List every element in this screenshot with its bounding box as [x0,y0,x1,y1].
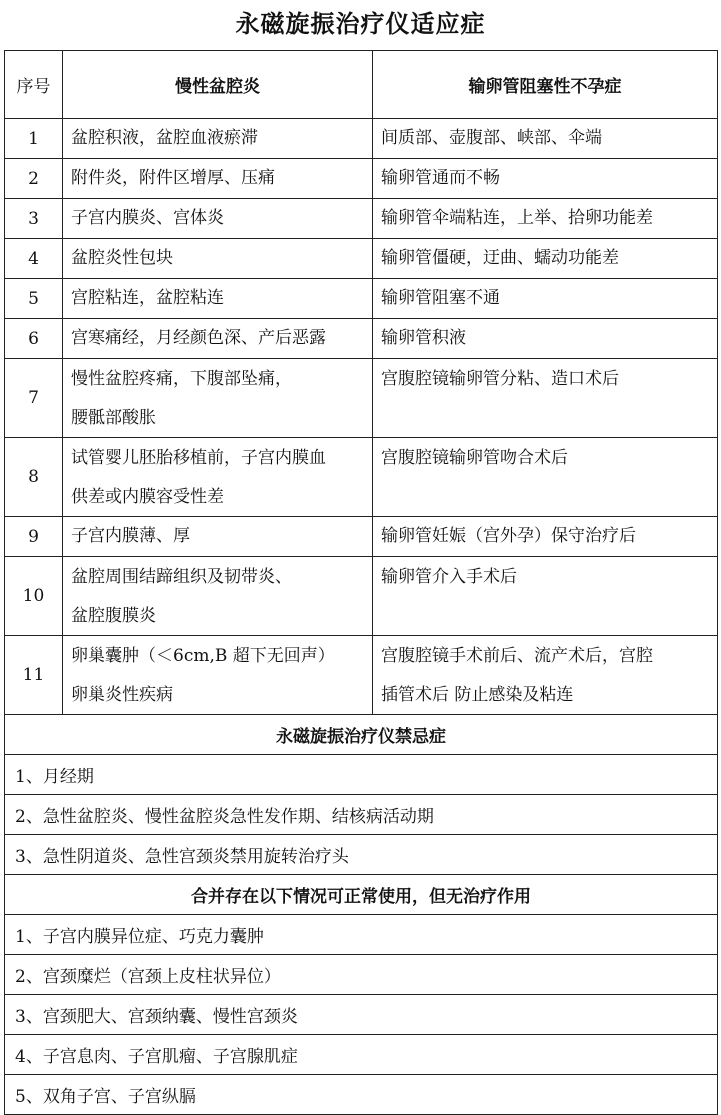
table-row [5,438,718,517]
row-number: 10 [5,557,63,636]
cell-chronic-pelvic-inflammation [63,438,373,517]
header-tubal-infertility: 输卵管阻塞性不孕症 [373,51,718,119]
cell-text-line: 盆腔周围结蹄组织及韧带炎、 [71,567,292,587]
coexisting-condition-item: 4、子宫息肉、子宫肌瘤、子宫腺肌症 [5,1035,718,1075]
coexisting-conditions-heading-row [5,875,718,915]
cell-tubal-infertility [373,119,718,159]
coexisting-condition-item: 2、宫颈糜烂（宫颈上皮柱状异位） [5,955,718,995]
coexisting-condition-item: 3、宫颈肥大、宫颈纳囊、慢性宫颈炎 [5,995,718,1035]
contraindication-item: 2、急性盆腔炎、慢性盆腔炎急性发作期、结核病活动期 [5,795,718,835]
list-item [5,755,718,795]
coexisting-condition-item: 5、双角子宫、子宫纵膈 [5,1075,718,1115]
cell-text-line: 慢性盆腔疼痛，下腹部坠痛， [71,369,292,389]
table-header-row [5,51,718,119]
table-row [5,359,718,438]
table-row [5,239,718,279]
row-number: 6 [5,319,63,359]
cell-text-line: 输卵管妊娠（宫外孕）保守治疗后 [381,526,636,546]
cell-text-line: 宫寒痛经，月经颜色深、产后恶露 [71,328,326,348]
header-chronic-pelvic-inflammation: 慢性盆腔炎 [63,51,373,119]
row-number: 11 [5,636,63,715]
cell-tubal-infertility [373,359,718,438]
contraindications-heading-row [5,715,718,755]
list-item [5,995,718,1035]
cell-text-line: 盆腔积液，盆腔血液瘀滞 [71,128,258,148]
cell-tubal-infertility [373,636,718,715]
row-number: 5 [5,279,63,319]
cell-chronic-pelvic-inflammation [63,636,373,715]
cell-text-line: 输卵管介入手术后 [381,567,517,587]
cell-text-line: 宫腔粘连，盆腔粘连 [71,288,224,308]
cell-text-line: 输卵管积液 [381,328,466,348]
list-item [5,835,718,875]
cell-text-line: 宫腹腔镜手术前后、流产术后，宫腔 [381,646,653,666]
cell-chronic-pelvic-inflammation [63,159,373,199]
cell-chronic-pelvic-inflammation [63,517,373,557]
cell-text-line: 宫腹腔镜输卵管分粘、造口术后 [381,369,619,389]
cell-chronic-pelvic-inflammation [63,119,373,159]
cell-tubal-infertility [373,557,718,636]
cell-tubal-infertility [373,199,718,239]
cell-text-line: 输卵管通而不畅 [381,168,500,188]
cell-chronic-pelvic-inflammation [63,239,373,279]
row-number: 8 [5,438,63,517]
table-row [5,557,718,636]
row-number: 9 [5,517,63,557]
cell-chronic-pelvic-inflammation [63,359,373,438]
cell-text-line: 子宫内膜薄、厚 [71,526,190,546]
row-number: 4 [5,239,63,279]
table-row [5,517,718,557]
coexisting-conditions-heading: 合并存在以下情况可正常使用，但无治疗作用 [5,875,718,915]
row-number: 2 [5,159,63,199]
cell-tubal-infertility [373,239,718,279]
table-row [5,279,718,319]
document-title: 永磁旋振治疗仪适应症 [235,9,486,38]
cell-tubal-infertility [373,517,718,557]
contraindications-heading: 永磁旋振治疗仪禁忌症 [5,715,718,755]
cell-tubal-infertility [373,319,718,359]
cell-chronic-pelvic-inflammation [63,557,373,636]
cell-tubal-infertility [373,279,718,319]
cell-chronic-pelvic-inflammation [63,319,373,359]
cell-text-line: 输卵管伞端粘连，上举、拾卵功能差 [381,208,653,228]
table-row [5,636,718,715]
list-item [5,915,718,955]
table-row [5,119,718,159]
row-number: 7 [5,359,63,438]
row-number: 1 [5,119,63,159]
header-number: 序号 [5,51,63,119]
list-item [5,1035,718,1075]
cell-text-line: 供差或内膜容受性差 [71,487,224,507]
cell-text-line: 输卵管阻塞不通 [381,288,500,308]
cell-tubal-infertility [373,159,718,199]
cell-text-line: 间质部、壶腹部、峡部、伞端 [381,128,602,148]
cell-text-line: 插管术后 防止感染及粘连 [381,685,574,705]
cell-text-line: 试管婴儿胚胎移植前，子宫内膜血 [71,448,326,468]
contraindication-item: 3、急性阴道炎、急性宫颈炎禁用旋转治疗头 [5,835,718,875]
indications-table [4,50,718,1115]
table-row [5,159,718,199]
cell-chronic-pelvic-inflammation [63,199,373,239]
list-item [5,795,718,835]
table-row [5,199,718,239]
cell-text-line: 附件炎，附件区增厚、压痛 [71,168,275,188]
list-item [5,1075,718,1115]
contraindication-item: 1、月经期 [5,755,718,795]
cell-text-line: 盆腔炎性包块 [71,248,173,268]
list-item [5,955,718,995]
cell-tubal-infertility [373,438,718,517]
cell-text-line: 输卵管僵硬，迂曲、蠕动功能差 [381,248,619,268]
cell-chronic-pelvic-inflammation [63,279,373,319]
row-number: 3 [5,199,63,239]
cell-text-line: 宫腹腔镜输卵管吻合术后 [381,448,568,468]
coexisting-condition-item: 1、子宫内膜异位症、巧克力囊肿 [5,915,718,955]
table-row [5,319,718,359]
cell-text-line: 卵巢囊肿（＜6cm,B 超下无回声） [71,646,335,666]
cell-text-line: 盆腔腹膜炎 [71,606,156,626]
cell-text-line: 腰骶部酸胀 [71,408,156,428]
cell-text-line: 子宫内膜炎、宫体炎 [71,208,224,228]
cell-text-line: 卵巢炎性疾病 [71,685,173,705]
